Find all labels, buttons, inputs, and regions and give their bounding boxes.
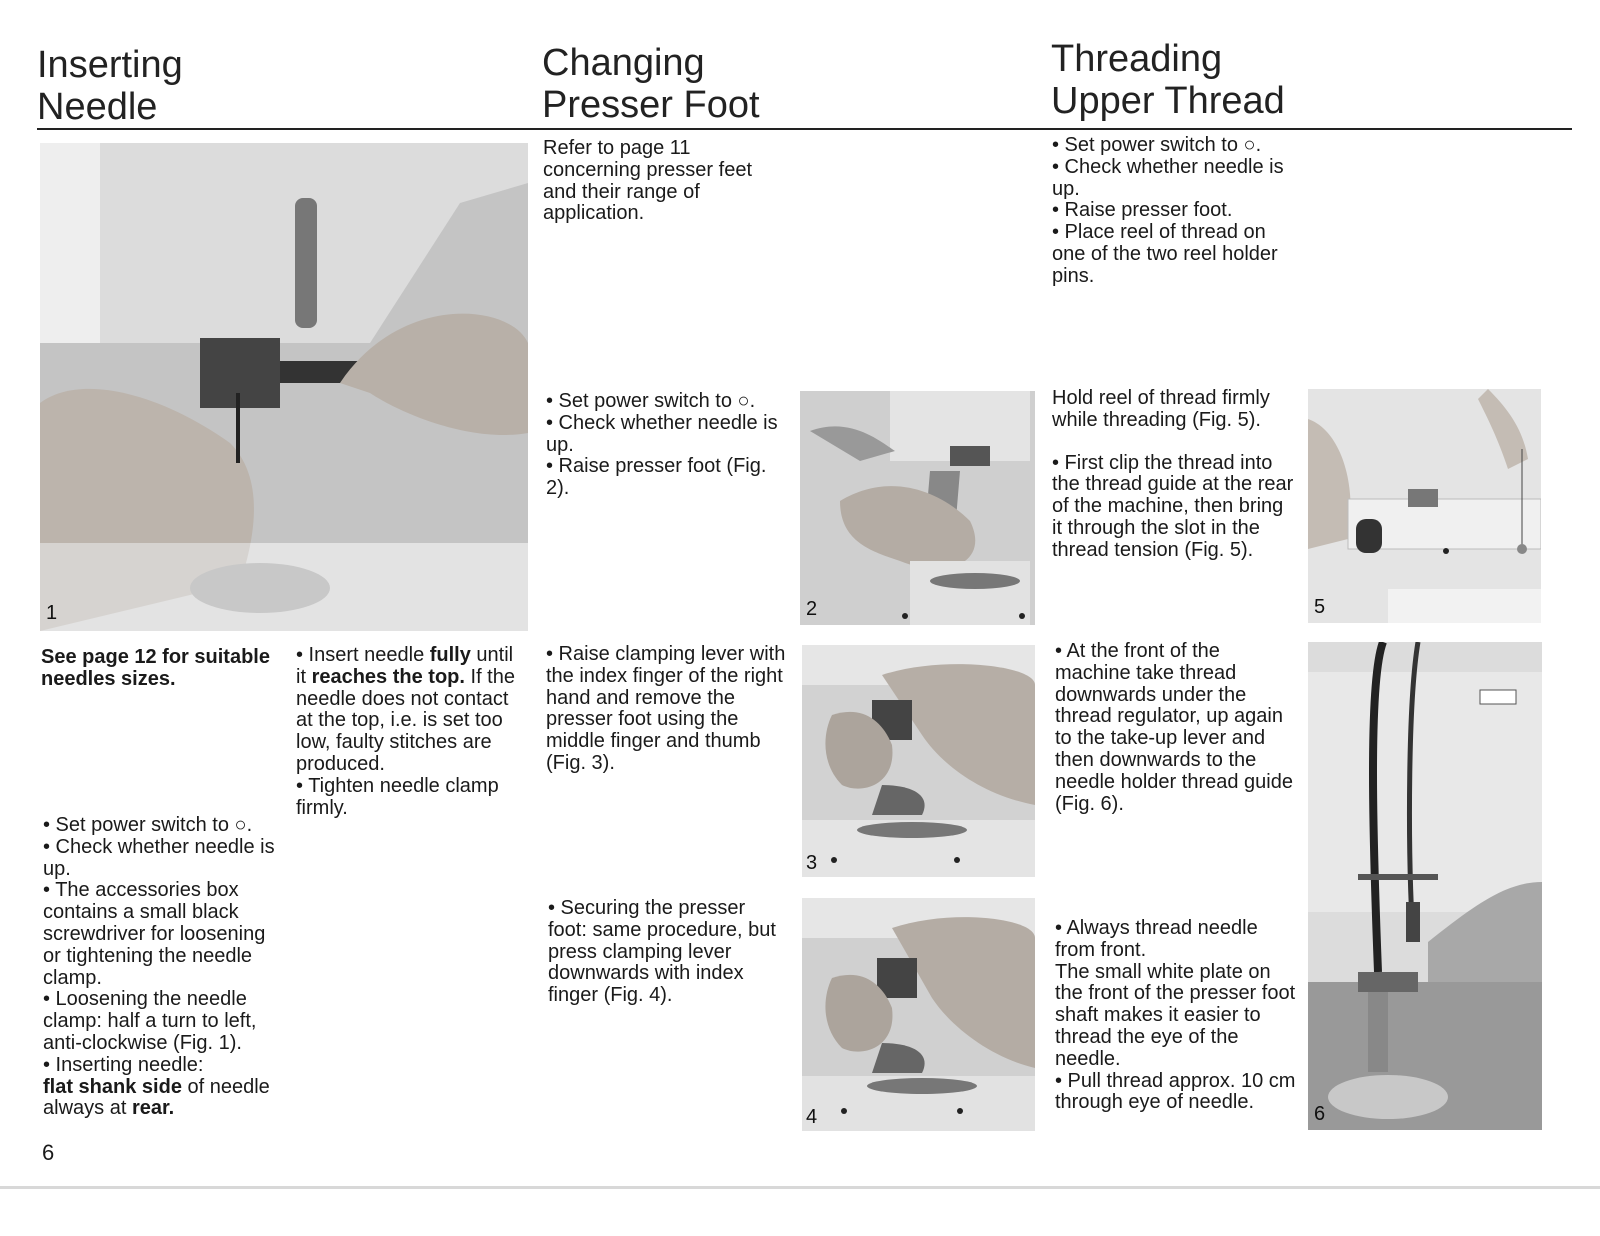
heading-inserting-needle (37, 44, 183, 128)
figure-3-photo (802, 645, 1035, 877)
remove-presser-foot-illustration (802, 645, 1035, 877)
heading-line: Presser Foot (542, 84, 760, 126)
threading-front-step: • At the front of the machine take thread downwards under the thread regulator, up again to the take-up lever and then downwards to the needle holder thread guide (Fig. 6). (1055, 640, 1293, 815)
step-thread-from-front: • Always thread needle from front. (1055, 917, 1258, 961)
insert-needle-instructions (296, 645, 528, 819)
secure-presser-foot-illustration (802, 898, 1035, 1131)
tighten-needle-clamp: • Tighten needle clamp firmly. (296, 774, 499, 819)
heading-rule (37, 128, 1572, 130)
text-run-bold: fully (429, 644, 471, 666)
figure-4-photo (802, 898, 1035, 1131)
raise-presser-foot-illustration (800, 391, 1035, 625)
presser-steps (546, 391, 786, 500)
step-power-switch: • Set power switch to ○. (546, 390, 756, 412)
heading-line: Needle (37, 86, 158, 128)
heading-line: Threading (1051, 38, 1223, 80)
presser-refer-note: Refer to page 11 concerning presser feet and their range of application. (543, 137, 753, 225)
heading-changing-presser-foot (542, 42, 760, 126)
figure-5-photo (1308, 389, 1541, 623)
text-run-bold: reaches the top. (311, 665, 465, 688)
text-run: • Insert needle (296, 644, 430, 666)
figure-number: 6 (1314, 1103, 1326, 1125)
step-place-reel: • Place reel of thread on one of the two reel holder pins. (1052, 221, 1278, 287)
page-number: 6 (42, 1140, 55, 1165)
figure-number: 2 (806, 598, 818, 620)
text-run: of needle always at (43, 1075, 270, 1120)
heading-line: Inserting (37, 44, 183, 86)
step-raise-presser-foot: • Raise presser foot (Fig. 2). (546, 455, 767, 500)
step-loosening-clamp: • Loosening the needle clamp: half a turn to left, anti-clockwise (Fig. 1). (43, 988, 257, 1054)
text-run-bold: rear. (131, 1097, 175, 1120)
step-raise-presser-foot: • Raise presser foot. (1052, 199, 1233, 222)
step-inserting-needle: • Inserting needle: (43, 1053, 204, 1076)
thread-path-illustration (1308, 642, 1542, 1130)
page-bottom-edge (0, 1186, 1600, 1189)
figure-number: 1 (46, 602, 58, 624)
text-run: If the needle does not contact at the top, i.e. is set too low, faulty stitches are produced. (296, 665, 515, 775)
figure-2-photo (800, 391, 1035, 625)
text-run: until it (296, 644, 514, 688)
needle-insertion-illustration (40, 143, 528, 631)
raise-clamping-lever-step: • Raise clamping lever with the index finger of the right hand and remove the presser foot using the middle finger and thumb (Fig. 3). (546, 643, 786, 774)
step-needle-up: • Check whether needle is up. (1052, 155, 1284, 200)
threading-prep-steps (1052, 135, 1297, 288)
threading-reel-steps (1052, 388, 1297, 562)
figure-6-photo (1308, 642, 1542, 1130)
step-power-switch: • Set power switch to ○. (43, 814, 253, 836)
securing-presser-foot-step: • Securing the presser foot: same procedure, but press clamping lever downwards with index finger (Fig. 4). (548, 897, 776, 1007)
insert-needle-paragraph (296, 645, 528, 776)
figure-number: 3 (806, 852, 818, 874)
figure-1-photo (40, 143, 528, 631)
heading-line: Changing (542, 42, 705, 84)
white-plate-note: The small white plate on the front of the presser foot shaft makes it easier to thread the eye of the needle. (1055, 960, 1296, 1070)
step-clip-thread: • First clip the thread into the thread guide at the rear of the machine, then bring it through the slot in the thread tension (Fig. 5). (1052, 451, 1294, 561)
figure-number: 4 (806, 1106, 818, 1128)
thread-reel-illustration (1308, 389, 1541, 623)
text-run-bold: flat shank side (43, 1075, 182, 1098)
see-page-note: See page 12 for suitable needles sizes. (41, 646, 270, 690)
heading-threading-upper-thread (1051, 38, 1285, 122)
step-power-switch: • Set power switch to ○. (1052, 134, 1262, 156)
step-needle-up: • Check whether needle is up. (546, 411, 778, 456)
step-flat-shank (43, 1077, 285, 1121)
heading-line: Upper Thread (1051, 80, 1285, 122)
step-accessories-box: • The accessories box contains a small black screwdriver for loosening or tightening the needle clamp. (43, 879, 266, 989)
threading-needle-steps (1055, 918, 1300, 1114)
figure-number: 5 (1314, 596, 1326, 618)
step-needle-up: • Check whether needle is up. (43, 835, 275, 880)
needle-steps (43, 815, 285, 1120)
hold-reel-note: Hold reel of thread firmly while threading (Fig. 5). (1052, 387, 1270, 431)
step-pull-thread: • Pull thread approx. 10 cm through eye of needle. (1055, 1069, 1296, 1114)
